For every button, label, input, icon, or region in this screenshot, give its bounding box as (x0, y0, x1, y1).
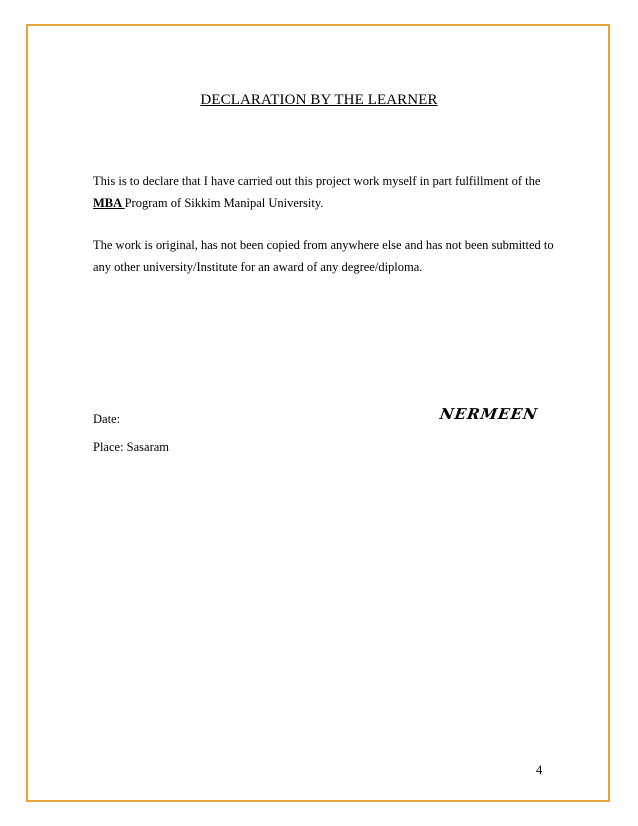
page-number: 4 (536, 763, 543, 777)
declaration-paragraph (93, 170, 563, 214)
program-name: MBA (93, 196, 125, 210)
signature: NERMEEN (438, 405, 540, 423)
document-title: DECLARATION BY THE LEARNER (200, 92, 438, 108)
paragraph-text-end: Program of Sikkim Manipal University. (124, 196, 324, 210)
place-label: Place: Sasaram (93, 440, 170, 454)
originality-paragraph: The work is original, has not been copied from anywhere else and has not been submitted to any other university/Institute for an award of any degree/diploma. (93, 238, 554, 274)
date-label: Date: (93, 412, 121, 426)
paragraph-text-start: This is to declare that I have carried out this project work myself in part fulfillment of the (93, 174, 541, 188)
